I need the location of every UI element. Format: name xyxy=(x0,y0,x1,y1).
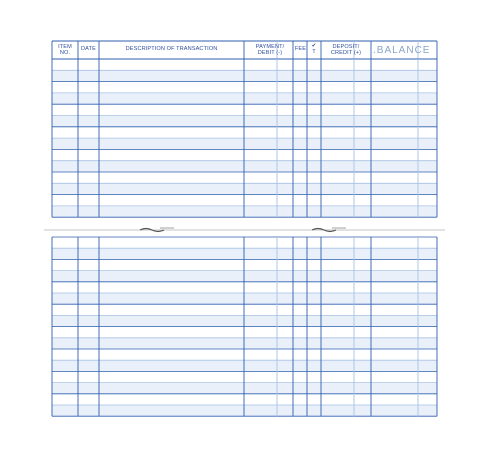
bottom-section-row-stripe xyxy=(52,405,437,416)
bottom-section-row-stripe xyxy=(52,383,437,394)
top-section-row-stripe xyxy=(52,70,437,81)
header-cleared-mark: ✔ T xyxy=(311,43,317,56)
header-payment-debit: PAYMENT/ DEBIT (-) xyxy=(255,44,285,57)
header-item-no: ITEM NO. xyxy=(58,44,72,57)
header-fee: FEE xyxy=(294,46,307,52)
top-section-row-stripe xyxy=(52,116,437,127)
top-section-row-stripe xyxy=(52,138,437,149)
header-date: DATE xyxy=(81,46,96,52)
header-deposit-credit: DEPOSIT/ CREDIT (+) xyxy=(330,44,362,57)
top-section-row-stripe xyxy=(52,161,437,172)
header-description: DESCRIPTION OF TRANSACTION xyxy=(125,46,218,52)
top-section-row-stripe xyxy=(52,206,437,217)
bottom-section-row-stripe xyxy=(52,360,437,371)
bottom-section-row-stripe xyxy=(52,338,437,349)
bottom-section-row-stripe xyxy=(52,315,437,326)
top-section-row-stripe xyxy=(52,183,437,194)
header-balance: .BALANCE xyxy=(373,45,431,56)
bottom-section-row-stripe xyxy=(52,248,437,259)
bottom-section-row-stripe xyxy=(52,271,437,282)
bottom-section-row-stripe xyxy=(52,293,437,304)
top-section-row-stripe xyxy=(52,93,437,104)
